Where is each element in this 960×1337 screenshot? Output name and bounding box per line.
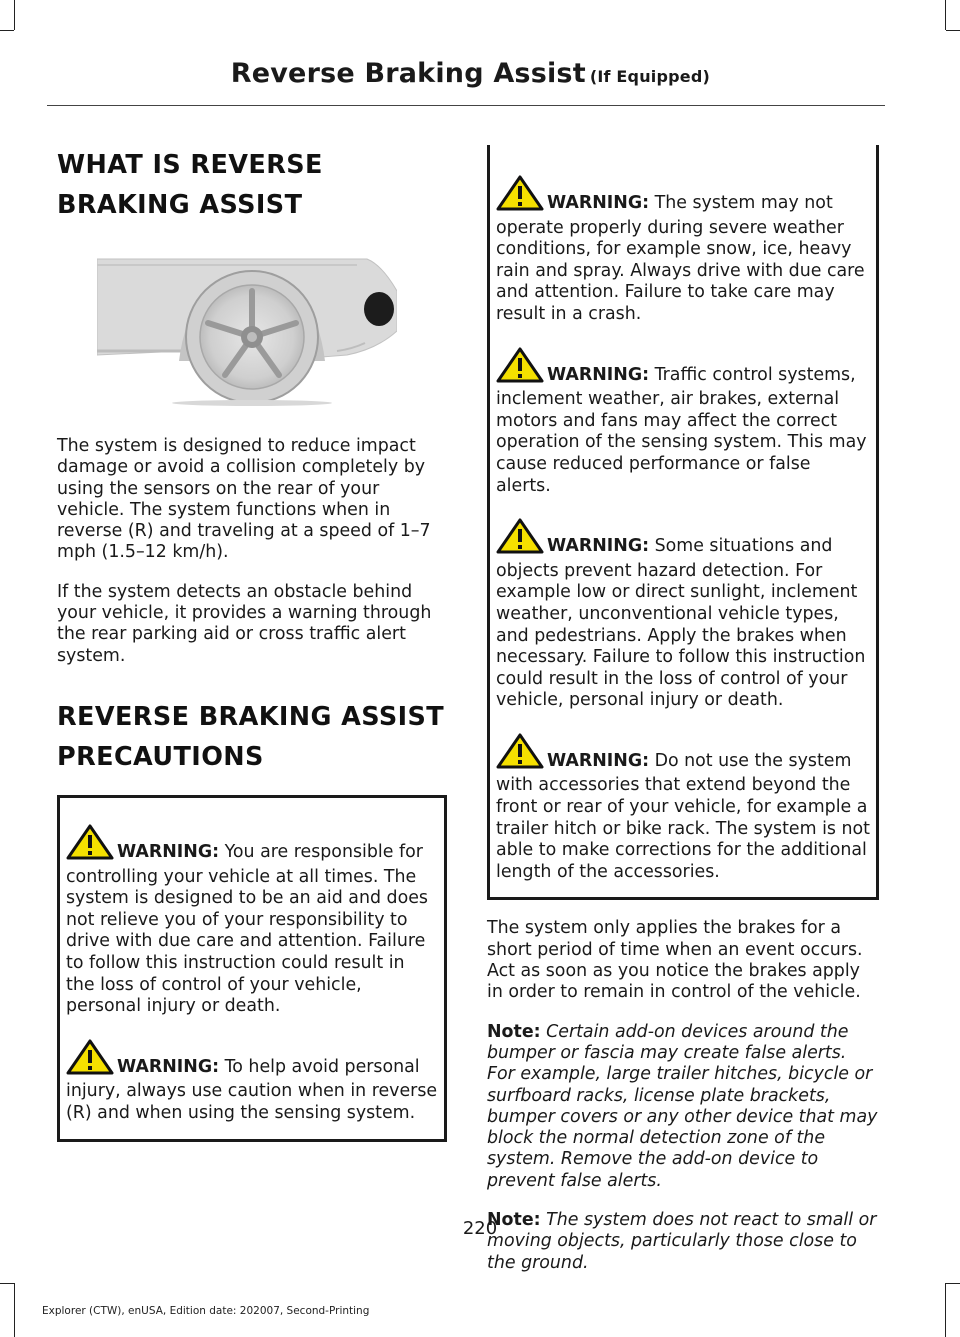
warning-triangle-icon	[496, 175, 544, 218]
warning-triangle-icon	[496, 347, 544, 390]
note-label: Note:	[487, 1210, 541, 1230]
warning-triangle-icon	[496, 733, 544, 776]
warning-box-right	[487, 145, 879, 900]
note-label: Note:	[487, 1021, 541, 1042]
warning-item	[66, 1039, 438, 1125]
warning-text: You are responsible for controlling your vehicle at all times. The system is designed to be an aid and does not relieve you of your responsibility to drive with due care and attention. Failure to follow this instruction could result in the loss of control of your vehicle, personal injury or death.	[66, 841, 428, 1017]
warning-label: WARNING:	[547, 750, 650, 771]
footer-edition: Explorer (CTW), enUSA, Edition date: 202007, Second-Printing	[42, 1305, 370, 1317]
crop-mark	[0, 1283, 14, 1284]
warning-box-left	[57, 795, 447, 1142]
page-title	[231, 58, 710, 89]
note-1	[487, 1022, 879, 1192]
crop-mark	[945, 1283, 946, 1337]
warning-item	[496, 518, 870, 712]
warning-text: Traffic control systems, inclement weather, air brakes, external motors and fans may affect the correct operation of the sensing system. This may cause reduced performance or false alerts.	[496, 364, 867, 496]
warning-label: WARNING:	[547, 193, 650, 213]
warning-label: WARNING:	[117, 841, 220, 862]
crop-mark	[946, 1283, 960, 1284]
crop-mark	[946, 30, 960, 31]
section-heading-what-is: WHAT IS REVERSE BRAKING ASSIST	[57, 150, 323, 220]
warning-label: WARNING:	[547, 536, 650, 557]
warning-text: The system may not operate properly during severe weather conditions, for example snow, ice, heavy rain and spray. Always drive with due care and attention. Failure to take care may result in a crash.	[496, 193, 865, 324]
warning-triangle-icon	[66, 824, 114, 867]
car-rear-image	[97, 251, 397, 406]
right-column	[487, 145, 879, 1274]
section-heading-precautions: REVERSE BRAKING ASSIST PRECAUTIONS	[57, 701, 445, 772]
crop-mark	[14, 1283, 15, 1337]
crop-mark	[0, 30, 14, 31]
page-title-main: Reverse Braking Assist	[230, 58, 586, 89]
brakes-paragraph: The system only applies the brakes for a short period of time when an event occurs. Act as soon as you notice the brakes apply in order to remain in control of the vehicle.	[487, 918, 863, 1003]
rear-wheel-illustration	[97, 251, 397, 406]
page-number: 220	[462, 1218, 498, 1239]
crop-mark	[945, 0, 946, 30]
detection-paragraph: If the system detects an obstacle behind your vehicle, it provides a warning through the rear parking aid or cross traffic alert system.	[57, 581, 432, 666]
warning-item	[496, 733, 870, 884]
warning-label: WARNING:	[117, 1056, 220, 1077]
note-text: The system does not react to small or moving objects, particularly those close to the ground.	[487, 1210, 877, 1273]
note-text: Certain add-on devices around the bumper or fascia may create false alerts. For example, large trailer hitches, bicycle or surfboard racks, license plate brackets, bumper covers or any other device that may block the normal detection zone of the system. Remove the add-on device to prevent false alerts.	[487, 1021, 878, 1191]
warning-triangle-icon	[496, 518, 544, 561]
warning-item	[496, 347, 870, 498]
warning-label: WARNING:	[547, 364, 650, 385]
page-title-sub: (If Equipped)	[589, 67, 710, 86]
left-column	[57, 145, 447, 1142]
warning-triangle-icon	[66, 1039, 114, 1082]
warning-text: Do not use the system with accessories that extend beyond the front or rear of your vehicle, for example a trailer hitch or bike rack. The system is not able to make corrections for the additional length of the accessories.	[496, 750, 870, 882]
crop-mark	[14, 0, 15, 30]
warning-item	[66, 824, 438, 1018]
intro-paragraph: The system is designed to reduce impact damage or avoid a collision completely by using the sensors on the rear of your vehicle. The system functions when in reverse (R) and traveling at a speed of 1–7 mph (1.5–12 km/h).	[57, 436, 431, 563]
warning-text: Some situations and objects prevent hazard detection. For example low or direct sunlight, inclement weather, unconventional vehicle types, and pedestrians. Apply the brakes when necessary. Failure to follow this instruction could result in the loss of control of your vehicle, personal injury or death.	[496, 536, 866, 711]
warning-text: To help avoid personal injury, always use caution when in reverse (R) and when using the sensing system.	[66, 1056, 438, 1123]
header-rule	[47, 105, 885, 106]
warning-item	[496, 175, 870, 326]
